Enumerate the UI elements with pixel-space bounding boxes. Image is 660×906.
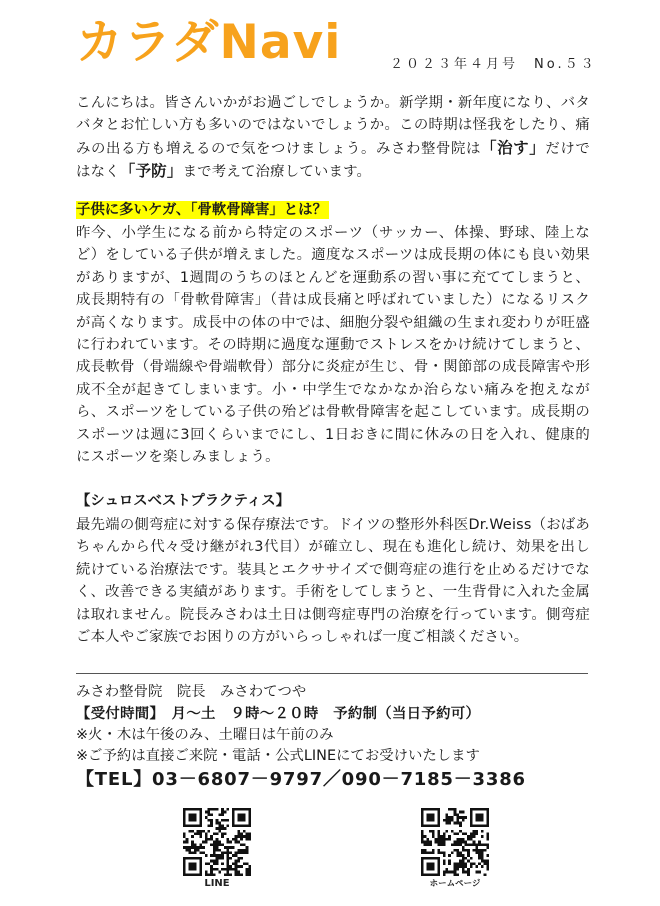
homepage-qr-block[interactable] <box>410 808 500 890</box>
line-qr-label: LINE <box>204 878 230 889</box>
reception-hours: 【受付時間】 月〜土 ９時〜２０時 予約制（当日予約可） <box>76 706 481 722</box>
qr-code-icon[interactable] <box>421 808 489 876</box>
highlighted-heading-text: 子供に多いケガ、「骨軟骨障害」とは？ <box>76 202 327 218</box>
intro-emphasis-cure: 「治す」 <box>480 138 546 157</box>
intro-paragraph <box>76 92 590 184</box>
reservation-note: ※ご予約は直接ご来院・電話・公式LINEにてお受けいたします <box>76 748 480 764</box>
footer-divider <box>76 673 588 674</box>
qr-code-icon[interactable] <box>183 808 251 876</box>
section-body-schroth: 最先端の側弯症に対する保存療法です。ドイツの整形外科医Dr.Weiss（おばあちゃんから代々受け継がれ3代目）が確立し、現在も進化し続け、効果を出し続けている治療法です。装具とエクササイズで側弯症の進行を止めるだけでなく、改善できる実績があります。手術をしてしまうと、一生背骨に入れた金属は取れません。院長みさわは土日は側弯症専門の治療を行っています。側弯症ご本人やご家族でお困りの方がいらっしゃれば一度ご相談ください。 <box>76 517 590 646</box>
section-heading-osteochondral <box>76 199 329 221</box>
intro-text-2: だけではなく <box>76 140 590 181</box>
telephone-numbers: 【TEL】03－6807－9797／090－7185－3386 <box>76 769 526 790</box>
homepage-qr-label: ホームページ <box>429 879 481 889</box>
hours-note: ※火・木は午後のみ、土曜日は午前のみ <box>76 727 334 743</box>
header <box>76 10 636 80</box>
intro-emphasis-prevention: 「予防」 <box>119 162 183 181</box>
intro-text-1: こんにちは。皆さんいかがお過ごしでしょうか。新学期・新年度になり、バタバタとお忙しい方も多いのではないでしょうか。この時期は怪我をしたり、痛みの出る方も増えるので気をつけましょう。みさわ整骨院は <box>76 95 590 157</box>
logo-title: カラダNavi <box>76 15 342 70</box>
clinic-name: みさわ整骨院 院長 みさわてつや <box>76 684 307 700</box>
issue-number: ２０２３年４月号 No.５３ <box>390 57 597 72</box>
intro-text-3: まで考えて治療しています。 <box>182 164 372 181</box>
line-qr-block[interactable] <box>172 808 262 890</box>
section-heading-schroth: 【シュロスベストプラクティス】 <box>76 493 290 509</box>
section-body-osteochondral: 昨今、小学生になる前から特定のスポーツ（サッカー、体操、野球、陸上など）をしている子供が増えました。適度なスポーツは成長期の体にも良い効果がありますが、1週間のうちのほとんどを運動系の習い事に充ててしまうと、成長期特有の「骨軟骨障害」（昔は成長痛と呼ばれていました）になるリスクが高くなります。成長中の体の中では、細胞分裂や組織の生まれ変わりが旺盛に行われています。その時期に過度な運動でストレスをかけ続けてしまうと、成長軟骨（骨端線や骨端軟骨）部分に炎症が生じ、骨・関節部の成長障害や形成不全が起きてしまいます。小・中学生でなかなか治らない痛みを抱えながら、スポーツをしている子供の殆どは骨軟骨障害を起こしています。成長期のスポーツは週に3回くらいまでにし、1日おきに間に休みの日を入れ、健康的にスポーツを楽しみましょう。 <box>76 225 590 466</box>
